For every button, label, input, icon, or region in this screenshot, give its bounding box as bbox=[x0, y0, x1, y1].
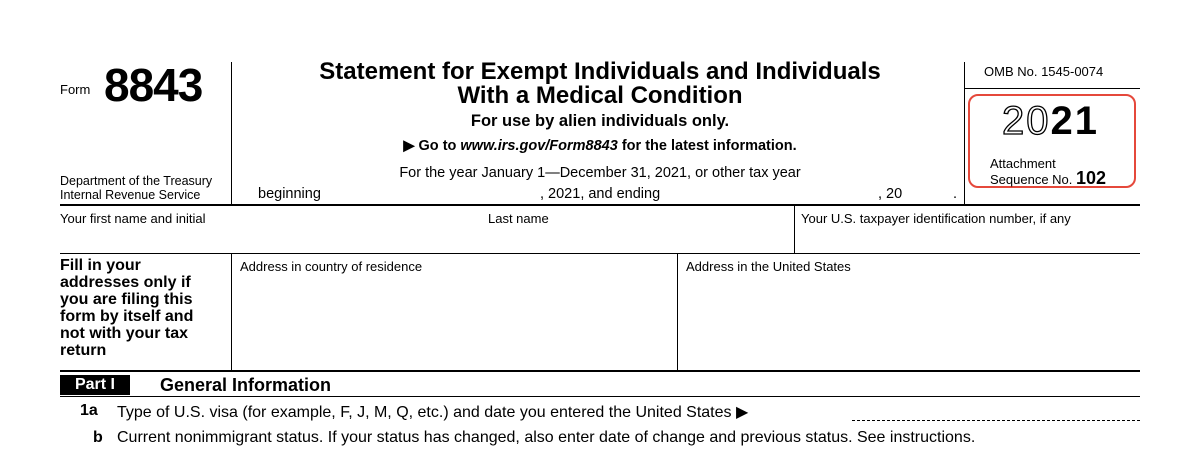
residence-address-input[interactable] bbox=[233, 278, 675, 368]
last-name-label: Last name bbox=[488, 211, 549, 226]
question-1a bbox=[80, 402, 98, 420]
tin-divider bbox=[794, 206, 795, 253]
tax-year-line: For the year January 1—December 31, 2021, or other tax year bbox=[399, 165, 801, 181]
dept-line-2: Internal Revenue Service bbox=[60, 188, 201, 202]
address-row-rule bbox=[60, 370, 1140, 372]
fill-line-3: you are filing this bbox=[60, 291, 193, 308]
irs-link[interactable]: www.irs.gov/Form8843 bbox=[460, 138, 618, 154]
department-block bbox=[60, 174, 212, 202]
tin-input[interactable] bbox=[796, 228, 1140, 253]
goto-prefix: ▶ Go to bbox=[403, 138, 461, 154]
part-badge: Part I bbox=[60, 375, 130, 395]
address-divider-left bbox=[231, 253, 232, 370]
year-prefix-label: , 20 bbox=[878, 186, 903, 202]
attachment-sequence bbox=[990, 157, 1106, 187]
year-outline-digits: 20 bbox=[1002, 99, 1051, 143]
address-divider-middle bbox=[677, 253, 678, 370]
fill-line-6: return bbox=[60, 342, 107, 359]
fill-line-4: form by itself and bbox=[60, 308, 194, 325]
tax-year bbox=[1002, 99, 1099, 144]
form-subtitle: For use by alien individuals only. bbox=[470, 112, 730, 130]
period-mark: . bbox=[953, 186, 958, 202]
fill-line-2: addresses only if bbox=[60, 274, 191, 291]
question-1b bbox=[93, 429, 103, 447]
first-name-label: Your first name and initial bbox=[60, 211, 206, 226]
question-1a-number: 1a bbox=[80, 402, 98, 419]
question-1b-text: Current nonimmigrant status. If your status has changed, also enter date of change and previous status. See instructions. bbox=[117, 429, 976, 446]
question-1a-text: Type of U.S. visa (for example, F, J, M, Q, etc.) and date you entered the United States ▶ bbox=[117, 404, 749, 421]
omb-underline bbox=[964, 88, 1140, 89]
tin-label: Your U.S. taxpayer identification number, if any bbox=[801, 211, 1071, 226]
title-line-2: With a Medical Condition bbox=[457, 82, 743, 109]
name-row-rule bbox=[60, 253, 1140, 254]
year-solid-digits: 21 bbox=[1050, 99, 1099, 143]
part-title: General Information bbox=[160, 375, 332, 395]
omb-number: OMB No. 1545-0074 bbox=[984, 64, 1104, 79]
question-1b-number: b bbox=[93, 429, 103, 446]
header-divider-right bbox=[964, 62, 965, 204]
beginning-label: beginning bbox=[258, 186, 321, 202]
us-address-input[interactable] bbox=[679, 278, 1139, 368]
sequence-number: 102 bbox=[1076, 168, 1107, 188]
residence-address-label: Address in country of residence bbox=[240, 259, 423, 274]
goto-instruction bbox=[240, 138, 960, 154]
header-divider-left bbox=[231, 62, 232, 204]
attachment-label: Attachment bbox=[990, 156, 1056, 171]
dept-line-1: Department of the Treasury bbox=[60, 174, 213, 188]
visa-entry-input[interactable] bbox=[852, 420, 1140, 421]
form-title bbox=[240, 60, 960, 108]
address-instruction bbox=[60, 257, 193, 359]
ending-label: , 2021, and ending bbox=[540, 186, 661, 202]
goto-suffix: for the latest information. bbox=[617, 138, 797, 154]
us-address-label: Address in the United States bbox=[686, 259, 851, 274]
fill-line-1: Fill in your bbox=[60, 257, 141, 274]
header-bottom-rule bbox=[60, 204, 1140, 206]
form-number: 8843 bbox=[104, 59, 203, 111]
form-label: Form bbox=[60, 82, 91, 97]
part-rule bbox=[60, 396, 1140, 397]
sequence-label: Sequence No. bbox=[990, 172, 1073, 187]
title-line-1: Statement for Exempt Individuals and Individuals bbox=[319, 58, 881, 85]
fill-line-5: not with your tax bbox=[60, 325, 188, 342]
